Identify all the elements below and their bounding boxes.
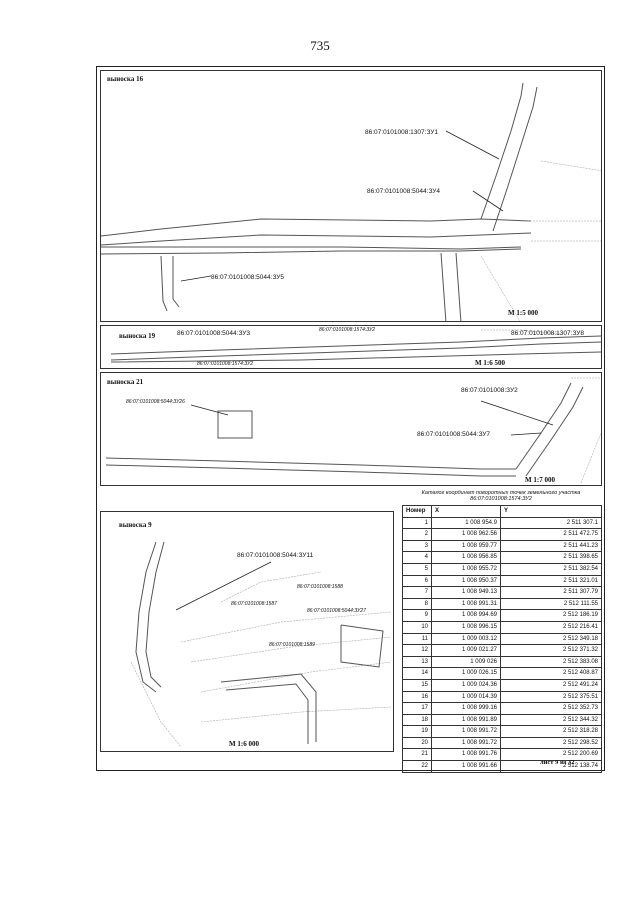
cell-number: 2 [403,529,432,541]
cell-number: 15 [403,679,432,691]
table-row [403,587,602,599]
cell-y: 2 512 298.52 [501,737,602,749]
cell-x: 1 008 991.72 [432,726,501,738]
cell-y: 2 512 344.32 [501,714,602,726]
inset-title: выноска 9 [119,521,152,529]
cell-x: 1 008 956.85 [432,552,501,564]
table-row [403,529,602,541]
inset-map-9 [100,511,394,752]
cell-y: 2 512 111.55 [501,598,602,610]
cell-y: 2 512 408.87 [501,668,602,680]
table-row [403,645,602,657]
parcel-label: 86:07:0101008:1307:ЗУ1 [365,129,439,136]
cell-y: 2 512 318.28 [501,726,602,738]
cell-x: 1 008 955.72 [432,563,501,575]
cell-number: 16 [403,691,432,703]
map-scale: М 1:5 000 [508,309,538,317]
map-drawing-16 [101,71,602,322]
cell-x: 1 008 996.15 [432,621,501,633]
map-scale: М 1:7 000 [525,476,555,484]
parcel-label: 86:07:0101008:5044:ЗУ27 [307,608,366,614]
cell-number: 22 [403,761,432,773]
cell-y: 2 512 186.19 [501,610,602,622]
cell-y: 2 511 382.54 [501,563,602,575]
parcel-label: 86:07:0101008:1574:ЗУ2 [197,361,254,367]
cell-x: 1 008 949.13 [432,587,501,599]
cell-number: 3 [403,540,432,552]
cell-number: 21 [403,749,432,761]
cell-x: 1 009 026 [432,656,501,668]
cell-number: 9 [403,610,432,622]
inset-title: выноска 21 [107,378,144,386]
cell-y: 2 512 216.41 [501,621,602,633]
cell-y: 2 511 307.1 [501,517,602,529]
cell-number: 7 [403,587,432,599]
table-row [403,714,602,726]
table-row [403,668,602,680]
sheet-number: лист 9 из 32 [540,759,575,766]
column-header-x: X [432,506,501,518]
column-header-y: Y [501,506,602,518]
table-header-row [403,506,602,518]
table-row [403,575,602,587]
map-scale: М 1:6 000 [229,740,259,748]
cell-x: 1 009 026.15 [432,668,501,680]
cell-x: 1 009 003.12 [432,633,501,645]
table-row [403,656,602,668]
column-header-number: Номер [403,506,432,518]
cell-x: 1 008 991.66 [432,761,501,773]
table-caption: Каталог координат поворотных точек земельного участка 86:07:0101008:1574:ЗУ2 [421,490,581,503]
cell-x: 1 008 999.16 [432,703,501,715]
cell-y: 2 512 375.51 [501,691,602,703]
parcel-label: 86:07:0101008:5044:ЗУ26 [126,399,185,405]
page-number: 735 [310,38,330,53]
cell-y: 2 511 472.75 [501,529,602,541]
cell-y: 2 511 441.23 [501,540,602,552]
table-row [403,610,602,622]
table-row [403,691,602,703]
cell-y: 2 512 200.69 [501,749,602,761]
cell-number: 13 [403,656,432,668]
parcel-label: 86:07:0101008:1589 [269,642,315,648]
cell-y: 2 512 349.18 [501,633,602,645]
cell-number: 11 [403,633,432,645]
cell-number: 20 [403,737,432,749]
table-row [403,679,602,691]
table-row [403,703,602,715]
parcel-label: 86:07:0101008:5044:ЗУ11 [237,552,314,559]
cell-y: 2 511 398.65 [501,552,602,564]
cell-number: 5 [403,563,432,575]
table-row [403,517,602,529]
cell-number: 1 [403,517,432,529]
cell-number: 12 [403,645,432,657]
cell-y: 2 512 138.74 [501,761,602,773]
parcel-label: 86:07:0101008:5044:ЗУ4 [367,188,441,195]
map-scale: М 1:6 500 [475,359,505,367]
cell-x: 1 008 991.76 [432,749,501,761]
cell-x: 1 008 954.9 [432,517,501,529]
table-row [403,737,602,749]
cell-x: 1 008 994.69 [432,610,501,622]
inset-title: выноска 16 [107,75,144,83]
inset-map-19 [100,325,602,369]
table-row [403,621,602,633]
map-drawing-9 [101,512,394,752]
parcel-label: 86:07:0101008:1307:ЗУ8 [511,330,585,337]
cell-y: 2 511 307.79 [501,587,602,599]
table-row [403,563,602,575]
cell-x: 1 008 991.72 [432,737,501,749]
parcel-label: 86:07:0101008:5044:ЗУ5 [211,274,285,281]
cell-x: 1 008 962.56 [432,529,501,541]
inset-map-16 [100,70,602,322]
cell-number: 10 [403,621,432,633]
cell-x: 1 008 959.77 [432,540,501,552]
table-row [403,633,602,645]
table-row [403,552,602,564]
cell-x: 1 008 991.31 [432,598,501,610]
parcel-label: 86:07:0101008:1588 [297,584,343,590]
cell-x: 1 008 991.89 [432,714,501,726]
cell-y: 2 512 371.32 [501,645,602,657]
cell-number: 14 [403,668,432,680]
parcel-label: 86:07:0101008:1574:ЗУ2 [319,327,376,333]
table-row [403,598,602,610]
map-drawing-21 [101,373,602,486]
cell-number: 19 [403,726,432,738]
cell-number: 18 [403,714,432,726]
parcel-label: 86:07:0101008:1587 [231,601,277,607]
cell-x: 1 009 021.27 [432,645,501,657]
cell-x: 1 008 950.37 [432,575,501,587]
table-row [403,726,602,738]
cell-y: 2 512 383.08 [501,656,602,668]
cell-number: 8 [403,598,432,610]
cell-y: 2 511 321.01 [501,575,602,587]
parcel-label: 86:07:0101008:5044:ЗУ3 [177,330,251,337]
cell-number: 4 [403,552,432,564]
parcel-label: 86:07:0101008:ЗУ2 [461,387,518,394]
parcel-label: 86:07:0101008:5044:ЗУ7 [417,431,491,438]
cell-number: 17 [403,703,432,715]
cell-x: 1 009 024.36 [432,679,501,691]
cell-y: 2 512 352.73 [501,703,602,715]
cell-y: 2 512 491.24 [501,679,602,691]
inset-map-21 [100,372,602,486]
cell-x: 1 009 014.39 [432,691,501,703]
cell-number: 6 [403,575,432,587]
coordinate-table [402,505,602,773]
table-row [403,540,602,552]
inset-title: выноска 19 [119,332,156,340]
